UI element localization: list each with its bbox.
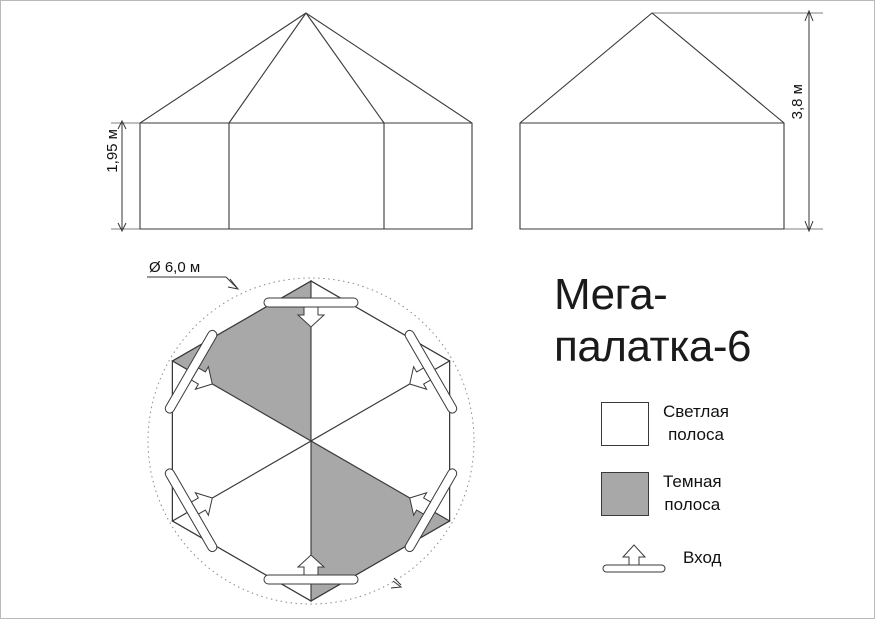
legend bbox=[601, 401, 851, 599]
legend-label-light-line1: Светлая bbox=[663, 402, 729, 421]
ridge-height-label: 3,8 м bbox=[789, 84, 806, 120]
page-title-line2: палатка-6 bbox=[554, 321, 751, 371]
light-stripe-swatch bbox=[601, 402, 649, 446]
front-elevation bbox=[520, 13, 784, 229]
dimension-ridge-height bbox=[652, 11, 823, 231]
legend-label-entry: Вход bbox=[683, 547, 722, 567]
plan-view bbox=[147, 277, 474, 604]
legend-item-light bbox=[601, 401, 851, 447]
legend-label-dark-line1: Темная bbox=[663, 471, 722, 491]
legend-item-dark bbox=[601, 471, 851, 517]
dark-stripe-swatch bbox=[601, 472, 649, 516]
legend-item-entry bbox=[601, 541, 851, 575]
wall-height-label: 1,95 м bbox=[104, 129, 121, 173]
legend-label-dark bbox=[663, 471, 722, 517]
diameter-label: Ø 6,0 м bbox=[149, 259, 201, 276]
side-elevation bbox=[140, 13, 472, 229]
legend-label-light-line2: полоса bbox=[668, 424, 724, 444]
page-title bbox=[554, 269, 751, 373]
legend-label-light bbox=[663, 401, 729, 447]
entrance-arrow-icon bbox=[601, 541, 667, 575]
page-title-line1: Мега- bbox=[554, 270, 668, 319]
legend-label-dark-line2: полоса bbox=[664, 494, 721, 514]
